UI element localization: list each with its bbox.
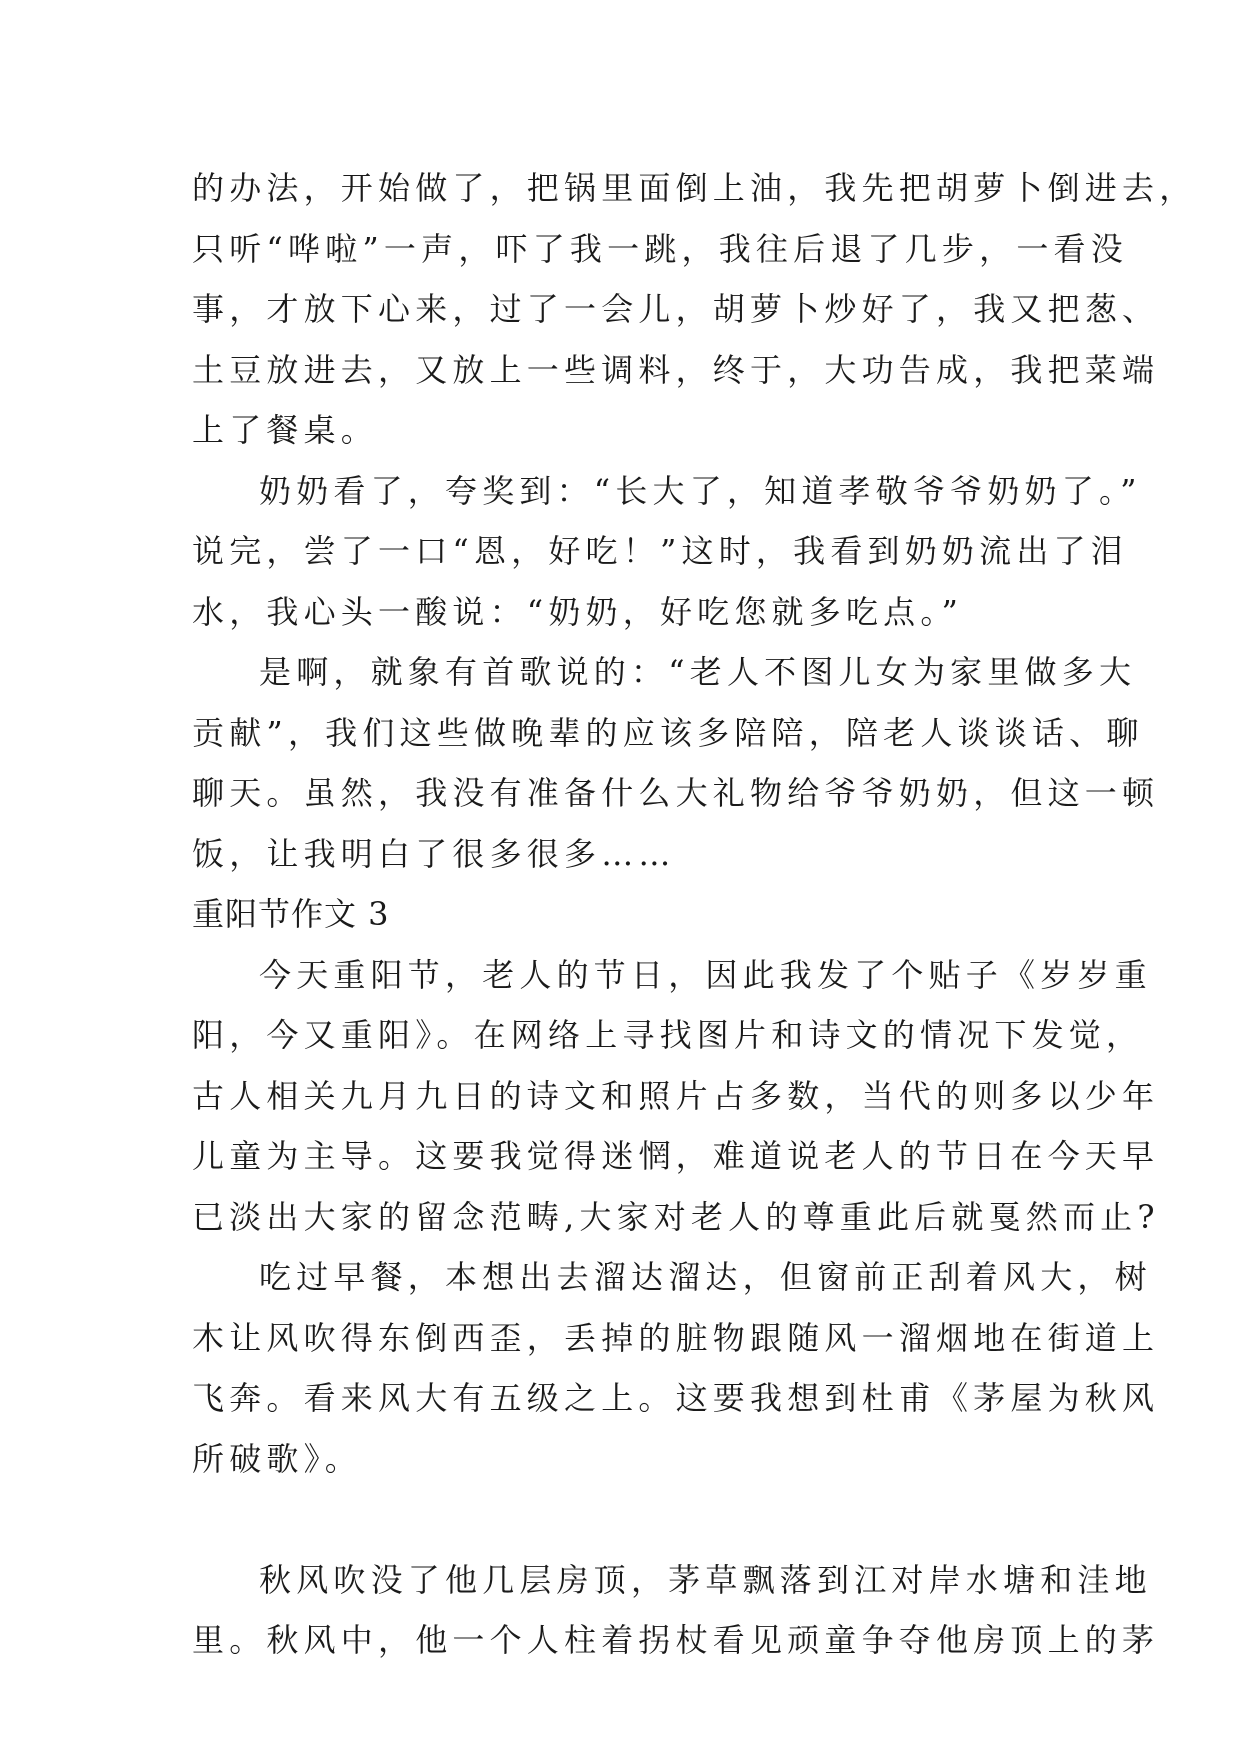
text-line: 说完，尝了一口“恩，好吃！”这时，我看到奶奶流出了泪 — [192, 532, 1128, 570]
section-heading: 重阳节作文 3 — [192, 895, 390, 933]
text-line: 木让风吹得东倒西歪，丢掉的脏物跟随风一溜烟地在街道上 — [192, 1318, 1160, 1357]
text-line: 儿童为主导。这要我觉得迷惘，难道说老人的节日在今天早 — [192, 1137, 1160, 1175]
text-line: 今天重阳节，老人的节日，因此我发了个贴子《岁岁重 — [259, 955, 1152, 994]
text-line: 水，我心头一酸说：“奶奶，好吃您就多吃点。” — [192, 592, 964, 631]
text-line: 阳，今又重阳》。在网络上寻找图片和诗文的情况下发觉， — [192, 1016, 1144, 1054]
text-line: 已淡出大家的留念范畴,大家对老人的尊重此后就戛然而止? — [192, 1197, 1160, 1236]
text-line: 事，才放下心来，过了一会儿，胡萝卜炒好了，我又把葱、 — [192, 290, 1160, 328]
text-line: 里。秋风中，他一个人柱着拐杖看见顽童争夺他房顶上的茅 — [192, 1621, 1160, 1659]
text-line: 饭，让我明白了很多很多…… — [192, 834, 676, 873]
text-line: 飞奔。看来风大有五级之上。这要我想到杜甫《茅屋为秋风 — [192, 1379, 1160, 1417]
text-line: 土豆放进去，又放上一些调料，终于，大功告成，我把菜端 — [192, 350, 1160, 389]
text-line: 是啊，就象有首歌说的：“老人不图儿女为家里做多大 — [259, 653, 1137, 691]
text-line: 奶奶看了，夸奖到：“长大了，知道孝敬爷爷奶奶了。” — [259, 471, 1142, 510]
text-line: 只听“哗啦”一声，吓了我一跳，我往后退了几步，一看没 — [192, 229, 1128, 268]
text-line: 聊天。虽然，我没有准备什么大礼物给爷爷奶奶，但这一顿 — [192, 774, 1160, 812]
text-line: 所破歌》。 — [192, 1439, 363, 1478]
text-line: 贡献”，我们这些做晚辈的应该多陪陪，陪老人谈谈话、聊 — [192, 713, 1144, 752]
document-body — [192, 158, 1197, 1671]
text-line: 上了餐桌。 — [192, 411, 379, 449]
text-line: 吃过早餐，本想出去溜达溜达，但窗前正刮着风大，树 — [259, 1258, 1152, 1296]
text-line: 秋风吹没了他几层房顶，茅草飘落到江对岸水塘和洼地 — [259, 1560, 1152, 1599]
text-line: 古人相关九月九日的诗文和照片占多数，当代的则多以少年 — [192, 1076, 1160, 1115]
text-line: 的办法，开始做了，把锅里面倒上油，我先把胡萝卜倒进去， — [192, 169, 1197, 207]
blank-line — [192, 1489, 1062, 1550]
